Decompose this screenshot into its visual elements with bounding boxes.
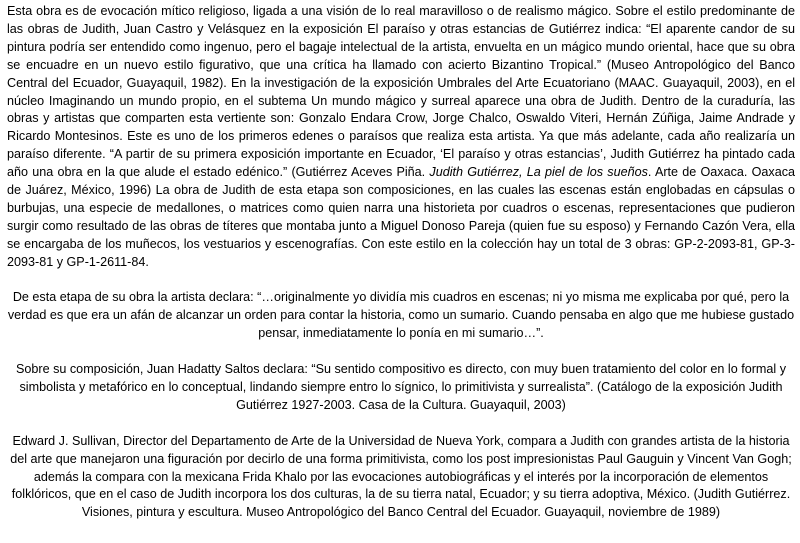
paragraph-spacer (7, 343, 795, 361)
paragraph-1-text-a: Esta obra es de evocación mítico religioso, ligada a una visión de lo real maravilloso o de realismo mágico. Sobre el estilo predominante de las obras de Judith, Juan Castro y Velásquez en la exposición El paraíso y otras estancias de Gutiérrez indica: “El aparente candor de su pintura podría ser entendido como ingenuo, pero el bagaje intelectual de la artista, envuelta en un mágico mundo oriental, hace que su obra se encuadre en un nuevo estilo figurativo, que una crítica ha llamado con acierto Bizantino Tropical.” (Museo Antropológico del Banco Central del Ecuador, Guayaquil, 1982). En la investigación de la exposición Umbrales del Arte Ecuatoriano (MAAC. Guayaquil, 2003), en el núcleo Imaginando un mundo propio, en el subtema Un mundo mágico y surreal aparece una obra de Judith. Dentro de la curaduría, las obras y artistas que comparten esta vertiente son: Gonzalo Endara Crow, Jorge Chalco, Oswaldo Viteri, Hernán Zúñiga, Jaime Andrade y Ricardo Montesinos. Este es uno de los primeros edenes o paraísos que realiza esta artista. Ya que más adelante, cada año realizaría un paraíso diferente. “A partir de su primera exposición importante en Ecuador, ‘El paraíso y otras estancias’, Judith Gutiérrez ha pintado cada año una obra en la que alude el estado edénico.” (Gutiérrez Aceves Piña. (7, 4, 795, 180)
paragraph-1 (7, 3, 795, 272)
paragraph-1-book-title: Judith Gutiérrez, La piel de los sueños (429, 165, 648, 180)
paragraph-1-text-b: . Arte de Oaxaca. Oaxaca de Juárez, México, 1996) La obra de Judith de esta etapa son composiciones, en las cuales las escenas están englobadas en cápsulas o burbujas, una especie de medallones, o matrices como quien narra una historieta por cuadros o escenas, representaciones que pudieron surgir como resultado de las obras de títeres que montaba junto a Miguel Donoso Pareja (quien fue su esposo) y Fernando Cazón Vera, ella se encargaba de los muñecos, los vestuarios y escenografías. Con este estilo en la colección hay un total de 3 obras: GP-2-2093-81, GP-3-2093-81 y GP-1-2611-84. (7, 165, 795, 269)
paragraph-2: De esta etapa de su obra la artista declara: “…originalmente yo dividía mis cuadros en escenas; ni yo misma me explicaba por qué, pero la verdad es que era un afán de alcanzar un orden para contar la historia, como un sumario. Cuando pensaba en algo que me hubiese gustado pensar, inmediatamente lo ponía en mi sumario…”. (7, 290, 795, 341)
paragraph-3: Sobre su composición, Juan Hadatty Saltos declara: “Su sentido compositivo es directo, con muy buen tratamiento del color en lo formal y simbolista y metafórico en lo conceptual, lindando siempre entro lo sígnico, lo primitivista y surrealista”. (Catálogo de la exposición Judith Gutiérrez 1927-2003. Casa de la Cultura. Guayaquil, 2003) (15, 362, 786, 412)
paragraph-spacer (7, 415, 795, 433)
paragraph-spacer (7, 272, 795, 290)
paragraph-4: Edward J. Sullivan, Director del Departamento de Arte de la Universidad de Nueva York, compara a Judith con grandes artista de la historia del arte que manejaron una figuración por decirlo de una forma primitivista, como los post impresionistas Paul Gauguin y Vincent Van Gogh; además la compara con la mexicana Frida Khalo por las evocaciones autobiográficas y el interés por la incorporación de elementos folklóricos, que en el caso de Judith incorpora los dos culturas, la de su tierra natal, Ecuador; y su tierra adoptiva, México. (Judith Gutiérrez. Visiones, pintura y escultura. Museo Antropológico del Banco Central del Ecuador. Guayaquil, noviembre de 1989) (10, 433, 792, 520)
